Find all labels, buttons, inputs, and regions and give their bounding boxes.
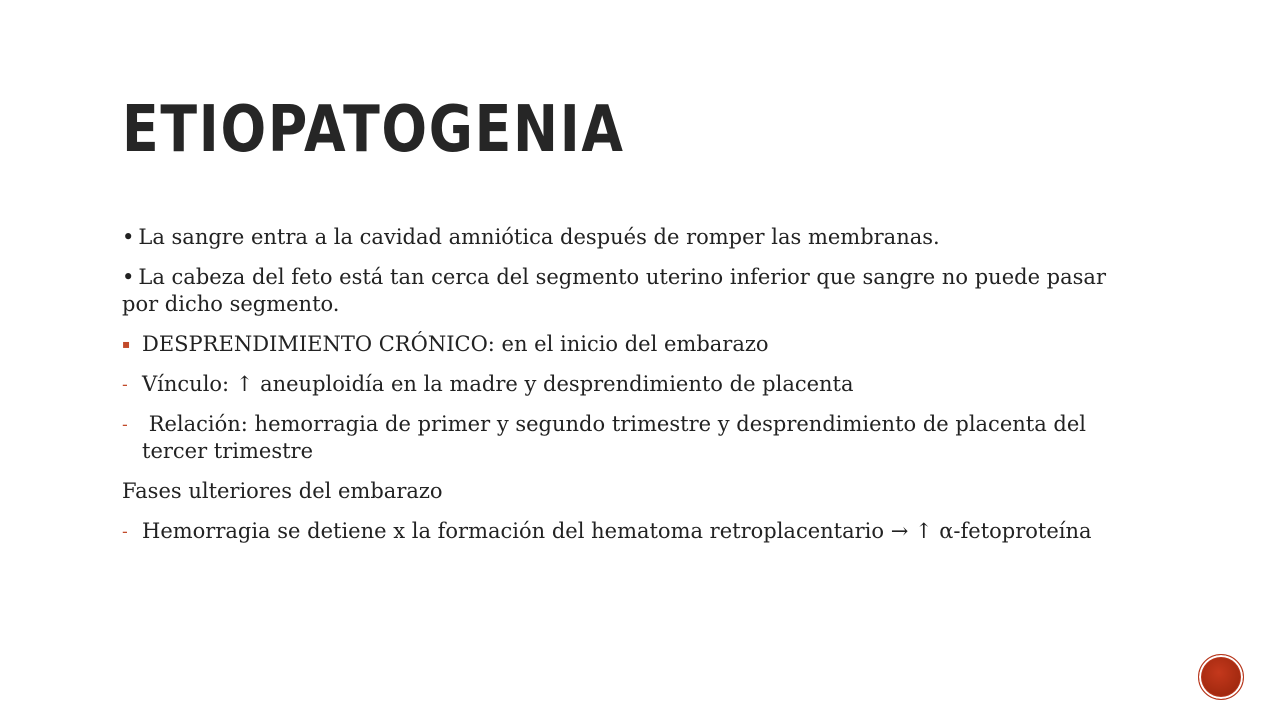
list-item-relation [122, 411, 1112, 465]
dash-bullet-icon: - [122, 375, 128, 394]
list-item-link [122, 371, 1112, 398]
subheading-later-phases: Fases ulteriores del embarazo [122, 479, 443, 503]
paragraph-text: La sangre entra a la cavidad amniótica después de romper las membranas. [138, 225, 940, 249]
slide-title: ETIOPATOGENIA [122, 93, 625, 167]
paragraph-bullet: • [122, 225, 135, 249]
list-item-hemorrhage [122, 518, 1112, 545]
dash-bullet-icon: - [122, 522, 128, 541]
paragraph-text: La cabeza del feto está tan cerca del segmento uterino inferior que sangre no puede pasar por dicho segmento. [122, 265, 1106, 316]
list-item-text: DESPRENDIMIENTO CRÓNICO: en el inicio del embarazo [142, 332, 769, 356]
list-item-text: Relación: hemorragia de primer y segundo trimestre y desprendimiento de placenta del tercer trimestre [142, 412, 1093, 463]
list-item-text: Hemorragia se detiene x la formación del hematoma retroplacentario → ↑ α-fetoproteína [142, 519, 1092, 543]
dash-bullet-icon: - [122, 415, 128, 434]
paragraph-bullet: • [122, 265, 135, 289]
red-circle-icon[interactable] [1198, 654, 1244, 700]
slide-body [122, 224, 1112, 558]
list-item-chronic-abruption [122, 331, 1112, 358]
paragraph-fetal-head [122, 264, 1112, 318]
square-bullet-icon: ▪ [122, 337, 131, 351]
paragraph-blood-enters [122, 224, 1112, 251]
list-item-text: Vínculo: ↑ aneuploidía en la madre y desprendimiento de placenta [142, 372, 854, 396]
